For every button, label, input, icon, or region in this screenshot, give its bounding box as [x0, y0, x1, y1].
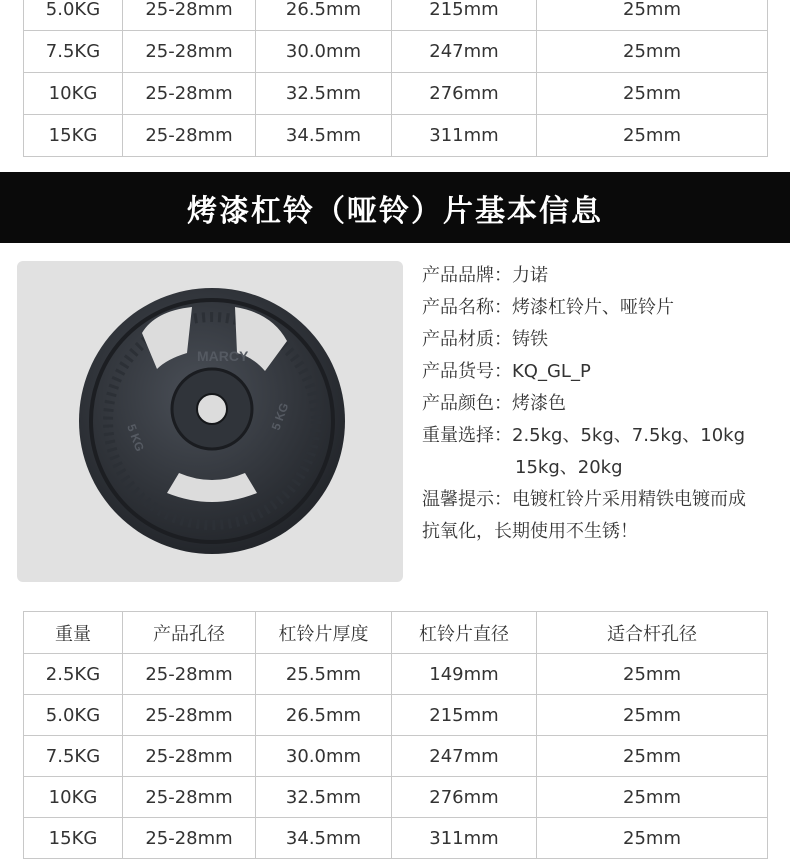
cell-diameter: 311mm: [392, 115, 537, 157]
cell-bore: 25-28mm: [123, 115, 256, 157]
sku-label: 产品货号：: [422, 361, 512, 382]
table-header-row: [24, 612, 768, 654]
cell-bar-diameter: 25mm: [537, 115, 768, 157]
brand-value: 力诺: [512, 265, 548, 286]
info-row-brand: [422, 260, 782, 292]
cell-diameter: 215mm: [392, 695, 537, 736]
info-row-weight: [422, 420, 782, 452]
cell-bore: 25-28mm: [123, 695, 256, 736]
cell-weight: 10KG: [24, 777, 123, 818]
notice-line2: 抗氧化，长期使用不生锈！: [422, 521, 638, 542]
cell-bar-diameter: 25mm: [537, 695, 768, 736]
cell-weight: 15KG: [24, 115, 123, 157]
cell-weight: 7.5KG: [24, 31, 123, 73]
header-bore: 产品孔径: [123, 612, 256, 654]
cell-thickness: 34.5mm: [256, 115, 392, 157]
cell-bore: 25-28mm: [123, 736, 256, 777]
cell-diameter: 215mm: [392, 0, 537, 31]
cell-weight: 5.0KG: [24, 0, 123, 31]
cell-bar-diameter: 25mm: [537, 31, 768, 73]
cell-thickness: 32.5mm: [256, 777, 392, 818]
plate-brand-text: MARCY: [197, 348, 249, 364]
weight-value-line2: 15kg、20kg: [515, 457, 623, 478]
table-row: [24, 0, 768, 31]
notice-value: 电镀杠铃片采用精铁电镀而成: [512, 489, 746, 510]
cell-bar-diameter: 25mm: [537, 73, 768, 115]
cell-diameter: 247mm: [392, 736, 537, 777]
spec-table-top: [23, 0, 768, 157]
table-row: [24, 777, 768, 818]
info-row-notice: [422, 484, 782, 516]
info-row-color: [422, 388, 782, 420]
cell-diameter: 247mm: [392, 31, 537, 73]
table-row: [24, 736, 768, 777]
header-diameter: 杠铃片直径: [392, 612, 537, 654]
cell-thickness: 34.5mm: [256, 818, 392, 859]
cell-bar-diameter: 25mm: [537, 818, 768, 859]
notice-label: 温馨提示：: [422, 489, 512, 510]
material-label: 产品材质：: [422, 329, 512, 350]
cell-weight: 15KG: [24, 818, 123, 859]
cell-thickness: 32.5mm: [256, 73, 392, 115]
plate-weight-text-left: 5 KG: [124, 422, 147, 454]
header-weight: 重量: [24, 612, 123, 654]
color-label: 产品颜色：: [422, 393, 512, 414]
cell-bore: 25-28mm: [123, 0, 256, 31]
header-thickness: 杠铃片厚度: [256, 612, 392, 654]
cell-thickness: 30.0mm: [256, 31, 392, 73]
cell-bore: 25-28mm: [123, 654, 256, 695]
table-row: [24, 695, 768, 736]
banner-title: 烤漆杠铃（哑铃）片基本信息: [187, 193, 603, 229]
cell-bar-diameter: 25mm: [537, 654, 768, 695]
spec-table: [23, 611, 768, 859]
weight-label: 重量选择：: [422, 425, 512, 446]
cell-bar-diameter: 25mm: [537, 0, 768, 31]
info-row-name: [422, 292, 782, 324]
product-info: [422, 260, 782, 548]
cell-thickness: 30.0mm: [256, 736, 392, 777]
name-value: 烤漆杠铃片、哑铃片: [512, 297, 674, 318]
cell-bore: 25-28mm: [123, 31, 256, 73]
section-banner: [0, 172, 790, 243]
cell-bore: 25-28mm: [123, 73, 256, 115]
weight-value-line1: 2.5kg、5kg、7.5kg、10kg: [512, 425, 746, 446]
color-value: 烤漆色: [512, 393, 566, 414]
cell-diameter: 149mm: [392, 654, 537, 695]
cell-weight: 2.5KG: [24, 654, 123, 695]
sku-value: KQ_GL_P: [512, 361, 591, 382]
product-photo: [17, 261, 403, 582]
weight-plate-image: [17, 261, 403, 582]
name-label: 产品名称：: [422, 297, 512, 318]
cell-diameter: 276mm: [392, 777, 537, 818]
header-bar-diameter: 适合杆孔径: [537, 612, 768, 654]
info-row-sku: [422, 356, 782, 388]
cell-weight: 5.0KG: [24, 695, 123, 736]
cell-bar-diameter: 25mm: [537, 777, 768, 818]
info-row-material: [422, 324, 782, 356]
brand-label: 产品品牌：: [422, 265, 512, 286]
cell-thickness: 26.5mm: [256, 695, 392, 736]
table-row: [24, 115, 768, 157]
cell-diameter: 276mm: [392, 73, 537, 115]
cell-thickness: 26.5mm: [256, 0, 392, 31]
cell-bore: 25-28mm: [123, 818, 256, 859]
table-row: [24, 73, 768, 115]
cell-weight: 10KG: [24, 73, 123, 115]
cell-thickness: 25.5mm: [256, 654, 392, 695]
table-row: [24, 818, 768, 859]
cell-weight: 7.5KG: [24, 736, 123, 777]
cell-bore: 25-28mm: [123, 777, 256, 818]
material-value: 铸铁: [512, 329, 548, 350]
table-row: [24, 31, 768, 73]
cell-bar-diameter: 25mm: [537, 736, 768, 777]
plate-weight-text-right: 5 KG: [268, 400, 292, 433]
cell-diameter: 311mm: [392, 818, 537, 859]
table-row: [24, 654, 768, 695]
